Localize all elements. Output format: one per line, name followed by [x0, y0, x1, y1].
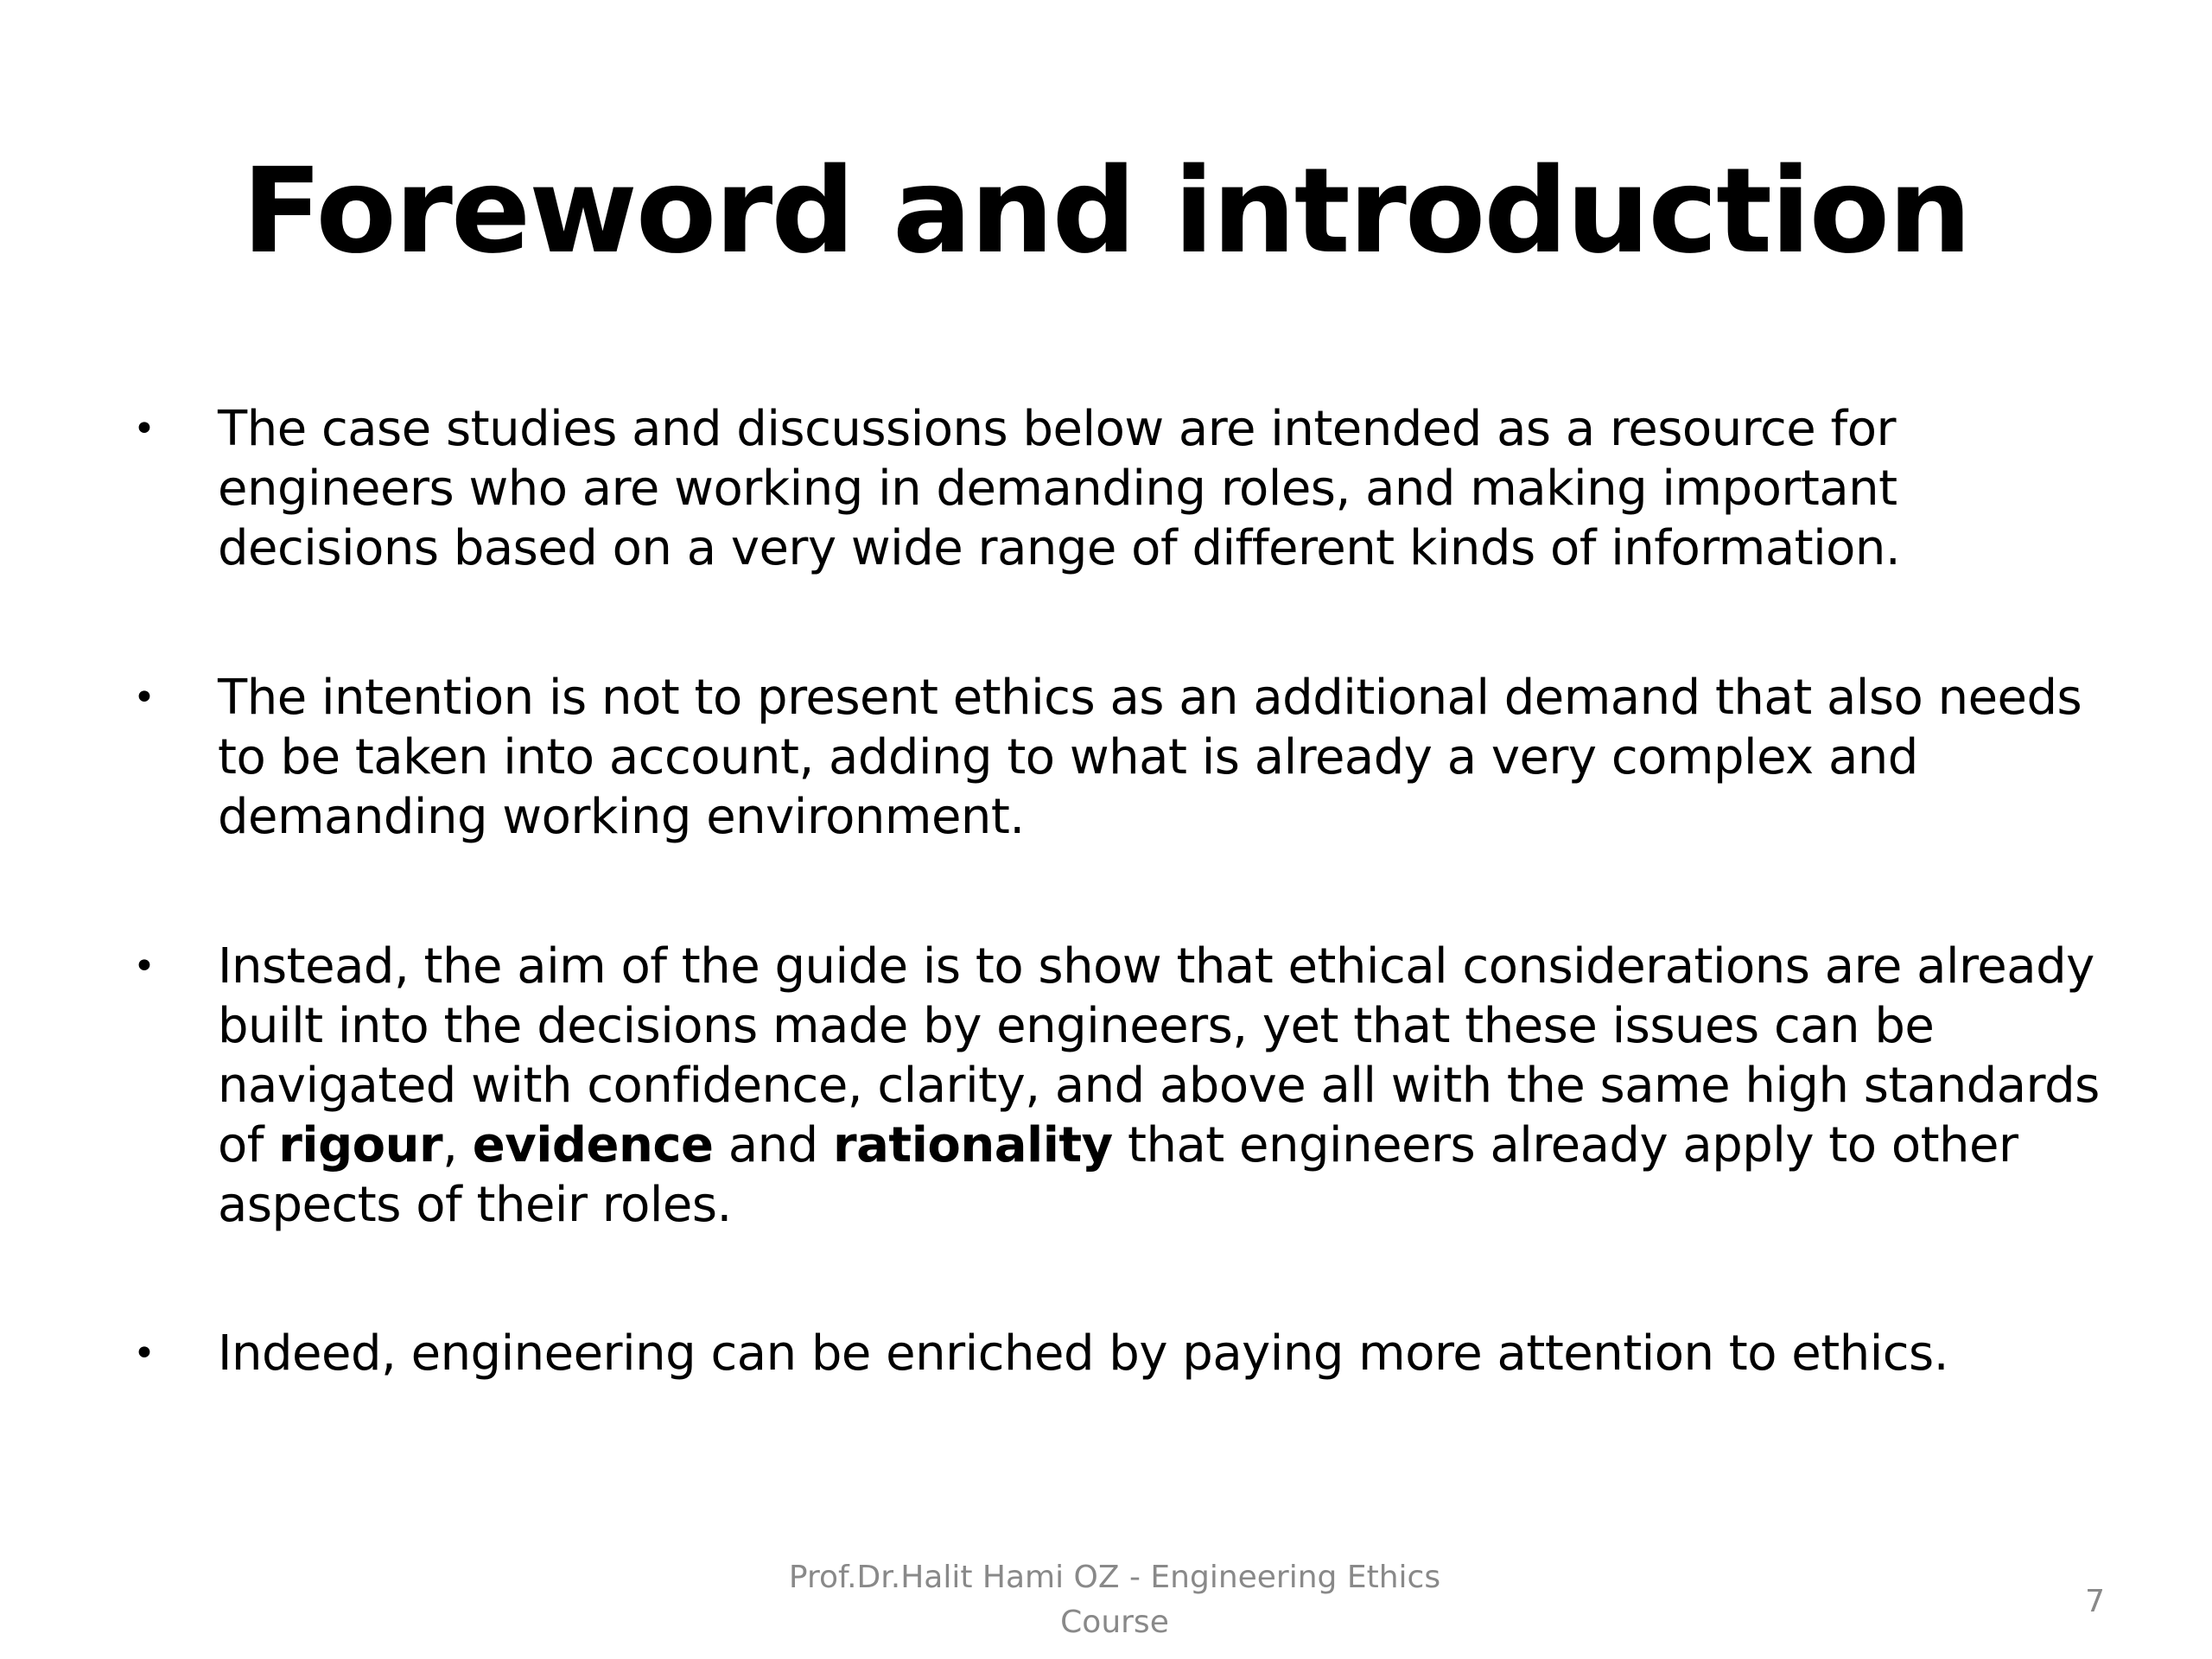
bullet-icon: • — [133, 944, 156, 988]
bullet-text: Indeed, engineering can be enriched by paying more attention to ethics. — [218, 1325, 1949, 1382]
bullet-text-part: Instead, the aim of the guide is to show that ethical considerations are already built into the decisions made by engineers, yet that these issues can be navigated with confidence, clarity, and above all with the same high standards of — [218, 938, 2100, 1173]
bullet-text-part: that engineers already apply to other aspects of their roles. — [218, 1117, 2018, 1233]
emphasis-rigour: rigour — [278, 1117, 443, 1173]
bullet-text — [218, 938, 2100, 1233]
bullet-text: The intention is not to present ethics as an additional demand that also needs to be taken into account, adding to what is already a very complex and demanding working environment. — [218, 670, 2082, 845]
slide-footer: Prof.Dr.Halit Hami OZ - Engineering Ethics Course — [788, 1560, 1441, 1640]
page-number: 7 — [2085, 1584, 2105, 1619]
bullet-text: The case studies and discussions below are intended as a resource for engineers who are working in demanding roles, and making important decisions based on a very wide range of different kinds of information. — [218, 401, 1901, 576]
bullet-text-part: and — [713, 1117, 834, 1173]
bullet-icon: • — [133, 676, 156, 720]
bullet-item — [133, 668, 2101, 847]
emphasis-rationality: rationality — [833, 1117, 1113, 1173]
bullet-item — [133, 937, 2101, 1235]
bullet-text-part: , — [442, 1117, 473, 1173]
bullet-icon: • — [133, 407, 156, 451]
bullet-item — [133, 1324, 2101, 1383]
emphasis-evidence: evidence — [472, 1117, 714, 1173]
bullet-icon: • — [133, 1332, 156, 1376]
bullet-item — [133, 399, 2101, 578]
slide-title: Foreword and introduction — [242, 143, 1970, 280]
